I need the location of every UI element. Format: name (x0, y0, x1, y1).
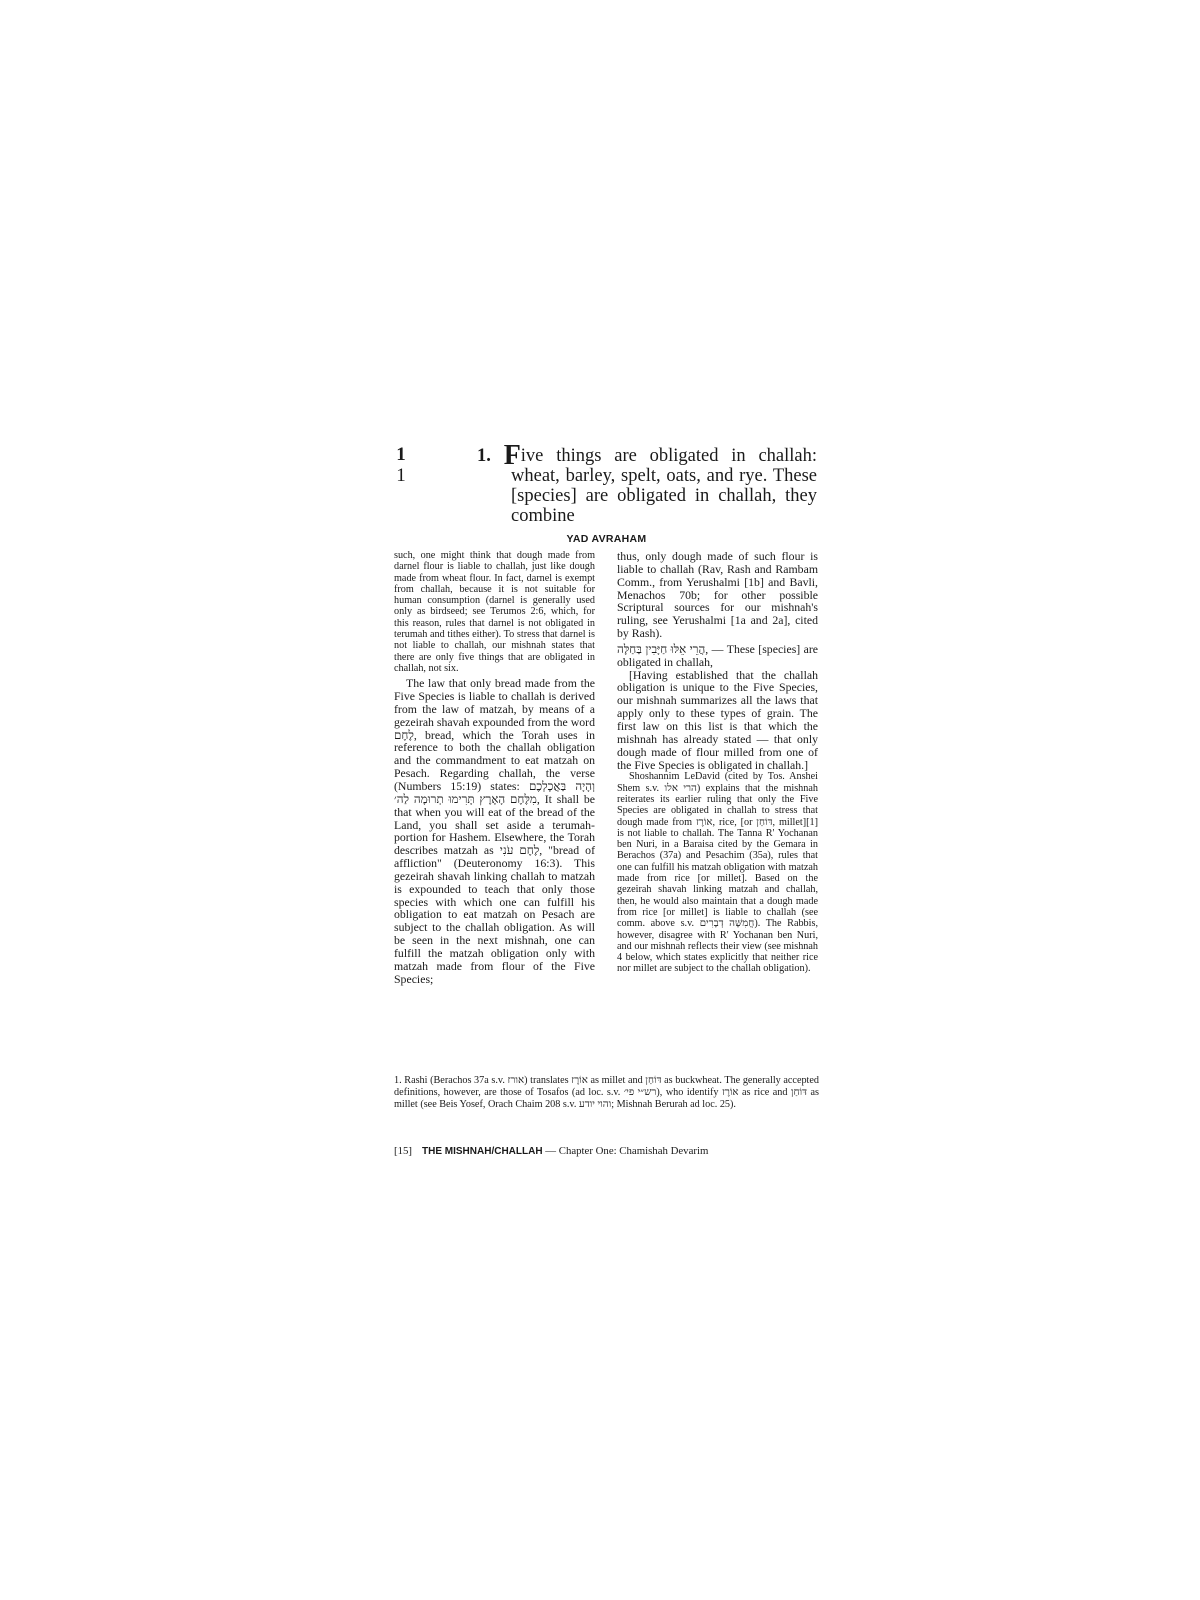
commentary-right-column (617, 550, 818, 975)
page-footer (394, 1145, 819, 1157)
mishnah-label: 1. (477, 446, 491, 466)
commentary-paragraph: thus, only dough made of such flour is liable to challah (Rav, Rash and Rambam Comm., from Yerushalmi [1b] and Bavli, Menachos 70b; for other possible Scriptural sources for our mishnah's ruling, see Yerushalmi [1a and 2a], cited by Rash). (617, 549, 818, 641)
commentary-paragraph: such, one might think that dough made from darnel flour is liable to challah, just like dough made from wheat flour. In fact, darnel is exempt from challah, because it is not suitable for human consumption (darnel is generally used only as birdseed; see Terumos 2:6, which, for this reason, rules that darnel is not obligated in terumah and tithes either). To stress that darnel is not liable to challah, our mishnah states that there are only five things that are obligated in challah, not six. (394, 550, 595, 674)
commentary-paragraph: Shoshannim LeDavid (cited by Tos. Anshei Shem s.v. הרי אלו) explains that the mishnah reiterates its earlier ruling that only the Five Species are obligated in challah to stress that dough made from אוֹרֶז, rice, [or דּוֹחַן, millet][1] is not liable to challah. The Tanna R' Yochanan ben Nuri, in a Baraisa cited by the Gemara in Berachos (37a) and Pesachim (35a), rules that one can fulfill his matzah obligation with matzah made from rice [or millet]. Based on the gezeirah shavah linking matzah and challah, then, he would also maintain that a dough made from rice [or millet] is liable to challah (see comm. above s.v. חֲמִשָּׁה דְבָרִים). The Rabbis, however, disagree with R' Yochanan ben Nuri, and our mishnah reflects their view (see mishnah 4 below, which states explicitly that neither rice nor millet are subject to the challah obligation). (617, 771, 818, 975)
commentary-heading: YAD AVRAHAM (566, 533, 647, 545)
commentary-paragraph: The law that only bread made from the Five Species is liable to challah is derived from the law of matzah, by means of a gezeirah shavah expounded from the word לֶחֶם, bread, which the Torah uses in reference to both the challah obligation and the commandment to eat matzah on Pesach. Regarding challah, the verse (Numbers 15:19) states: וְהָיָה בַּאֲכָלְכֶם מִלֶּחֶם הָאָרֶץ תָּרִימוּ תְרוּמָה לַה׳, It shall be that when you will eat of the bread of the Land, you shall set aside a terumah-portion for Hashem. Elsewhere, the Torah describes matzah as לֶחֶם עֹנִי, "bread of affliction" (Deuteronomy 16:3). This gezeirah shavah linking challah to matzah is expounded to teach that only those species with which one can fulfill his obligation to eat matzah on Pesach are subject to the challah obligation. As will be seen in the next mishnah, one can fulfill the matzah obligation only with matzah made from flour of the Five Species; (394, 676, 596, 986)
lemma-heading: הֲרֵי אֵלּוּ חַיָּבִין בַּחַלָּה, — These [species] are obligated in challah, (617, 641, 818, 669)
mishnah-number: 1 (396, 465, 406, 486)
footnote: 1. Rashi (Berachos 37a s.v. אורז) translates אוֹרֶז as millet and דּוֹחַן as buckwheat. The generally accepted definitions, however, are those of Tosafos (ad loc. s.v. רש״י פי׳), who identify אוֹרֶז as rice and דּוֹחַן as millet (see Beis Yosef, Orach Chaim 208 s.v. והוי יודע; Mishnah Berurah ad loc. 25). (394, 1075, 820, 1110)
chapter-marker (394, 444, 408, 486)
page-number: [15] (394, 1145, 412, 1157)
commentary-paragraph: [Having established that the challah obligation is unique to the Five Species, our mishnah summarizes all the laws that apply only to these types of grain. The first law on this list is that which the mishnah has already stated — that only dough made of flour milled from one of the Five Species is obligated in challah.] (617, 667, 818, 772)
commentary-left-column (394, 550, 595, 986)
chapter-title: — Chapter One: Chamishah Devarim (545, 1145, 709, 1157)
mishnah-body: ive things are obligated in challah: wheat, barley, spelt, oats, and rye. These [species] are obligated in challah, they combine (511, 446, 818, 526)
book-title: THE MISHNAH/CHALLAH (422, 1146, 543, 1157)
chapter-number: 1 (396, 444, 406, 465)
mishnah-text (477, 440, 818, 526)
drop-cap: F (503, 440, 521, 471)
